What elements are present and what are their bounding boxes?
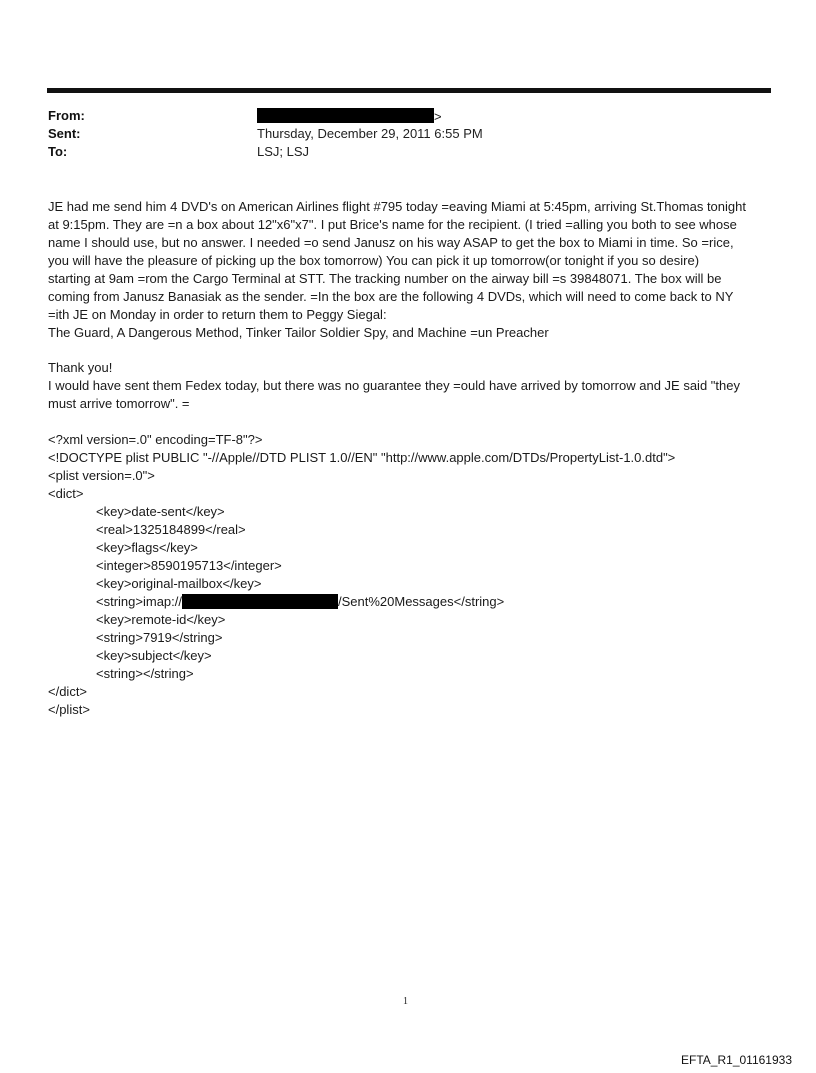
body-line: coming from Janusz Banasiak as the sender. =In the box are the following 4 DVDs, which will need to come back to NY bbox=[48, 289, 734, 304]
bates-number: EFTA_R1_01161933 bbox=[681, 1053, 792, 1067]
plist-string-subject: <string></string> bbox=[96, 666, 194, 681]
imap-prefix: <string>imap:// bbox=[96, 594, 182, 609]
body-line: you will have the pleasure of picking up the box tomorrow) You can pick it up tomorrow(or tonight if you so desire) bbox=[48, 253, 700, 268]
message-paragraph-1 bbox=[48, 198, 778, 342]
plist-key-remote-id: <key>remote-id</key> bbox=[96, 612, 226, 627]
body-line: name I should use, but no answer. I needed =o send Janusz on his way ASAP to get the box to Miami in time. So =rice, bbox=[48, 235, 734, 250]
plist-string-remote-id: <string>7919</string> bbox=[96, 630, 223, 645]
body-line: at 9:15pm. They are =n a box about 12"x6"x7". I put Brice's name for the recipient. (I tried =alling you both to see whose bbox=[48, 217, 737, 232]
message-paragraph-2 bbox=[48, 377, 778, 413]
body-line: starting at 9am =rom the Cargo Terminal at STT. The tracking number on the airway bill =s 39848071. The box will be bbox=[48, 271, 722, 286]
plist-integer-value: <integer>8590195713</integer> bbox=[96, 558, 282, 573]
to-value: LSJ; LSJ bbox=[257, 144, 310, 159]
plist-key-flags: <key>flags</key> bbox=[96, 540, 198, 555]
imap-suffix: /Sent%20Messages</string> bbox=[338, 594, 505, 609]
redaction-box bbox=[182, 594, 338, 609]
sent-label: Sent: bbox=[48, 126, 81, 141]
sent-value: Thursday, December 29, 2011 6:55 PM bbox=[257, 126, 483, 141]
plist-close: </plist> bbox=[48, 702, 90, 717]
dict-open: <dict> bbox=[48, 486, 84, 501]
plist-xml-decl: <?xml version=.0" encoding=TF-8"?> bbox=[48, 432, 263, 447]
plist-key-date-sent: <key>date-sent</key> bbox=[96, 504, 225, 519]
plist-key-subject: <key>subject</key> bbox=[96, 648, 212, 663]
dict-close: </dict> bbox=[48, 684, 88, 699]
plist-string-imap bbox=[96, 593, 504, 611]
thanks-line: Thank you! bbox=[48, 360, 113, 375]
plist-doctype: <!DOCTYPE plist PUBLIC "-//Apple//DTD PLIST 1.0//EN" "http://www.apple.com/DTDs/PropertyList-1.0.dtd"> bbox=[48, 450, 676, 465]
to-label: To: bbox=[48, 144, 68, 159]
plist-open: <plist version=.0"> bbox=[48, 468, 155, 483]
body-line: I would have sent them Fedex today, but there was no guarantee they =ould have arrived by tomorrow and JE said "they bbox=[48, 378, 740, 393]
plist-real-value: <real>1325184899</real> bbox=[96, 522, 246, 537]
body-line: must arrive tomorrow". = bbox=[48, 396, 190, 411]
from-value bbox=[257, 108, 442, 124]
redaction-box bbox=[257, 108, 434, 123]
body-line: =ith JE on Monday in order to return them to Peggy Siegal: bbox=[48, 307, 387, 322]
from-suffix: > bbox=[434, 109, 442, 124]
body-line: JE had me send him 4 DVD's on American Airlines flight #795 today =eaving Miami at 5:45pm, arriving St.Thomas tonight bbox=[48, 199, 746, 214]
header-rule bbox=[47, 88, 771, 93]
plist-key-original-mailbox: <key>original-mailbox</key> bbox=[96, 576, 262, 591]
from-label: From: bbox=[48, 108, 85, 123]
page-number: 1 bbox=[403, 996, 408, 1007]
body-line: The Guard, A Dangerous Method, Tinker Tailor Soldier Spy, and Machine =un Preacher bbox=[48, 325, 549, 340]
